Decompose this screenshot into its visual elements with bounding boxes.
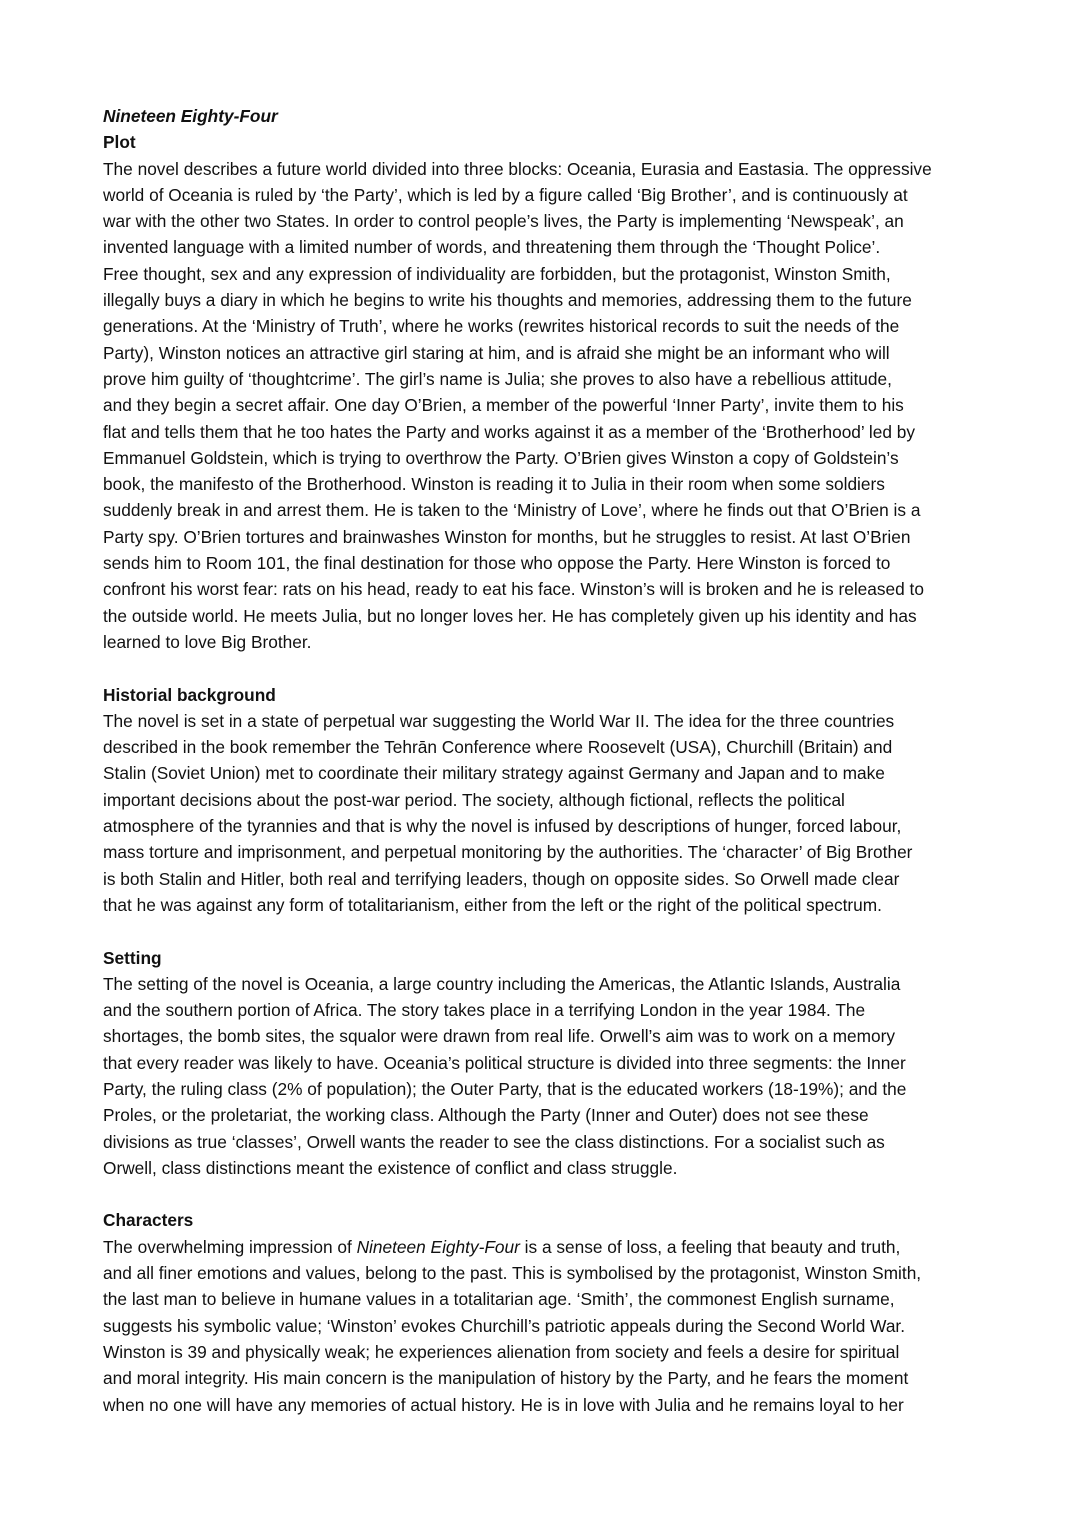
text-line: The setting of the novel is Oceania, a large country including the Americas, the Atlantic Islands, Australia bbox=[103, 973, 901, 994]
text-line: that every reader was likely to have. Oceania’s political structure is divided into three segments: the Inner bbox=[103, 1052, 906, 1073]
text-run: The overwhelming impression of bbox=[103, 1236, 357, 1257]
section-gap bbox=[103, 918, 983, 944]
text-line: flat and tells them that he too hates the Party and works against it as a member of the ‘Brotherhood’ led by bbox=[103, 421, 916, 442]
text-line: mass torture and imprisonment, and perpetual monitoring by the authorities. The ‘character’ of Big Brother bbox=[103, 842, 913, 863]
text-line: the outside world. He meets Julia, but no longer loves her. He has completely given up his identity and has bbox=[103, 605, 917, 626]
text-line: Stalin (Soviet Union) met to coordinate their military strategy against Germany and Japan and to make bbox=[103, 763, 885, 784]
section-characters bbox=[103, 1207, 983, 1417]
text-line bbox=[103, 1234, 983, 1260]
section-body bbox=[103, 1234, 983, 1418]
text-line: the last man to believe in humane values in a totalitarian age. ‘Smith’, the commonest English surname, bbox=[103, 1289, 895, 1310]
text-line: war with the other two States. In order to control people’s lives, the Party is implementing ‘Newspeak’, an bbox=[103, 211, 904, 232]
text-line: Party spy. O’Brien tortures and brainwashes Winston for months, but he struggles to resist. At last O’Brien bbox=[103, 526, 911, 547]
text-line: atmosphere of the tyrannies and that is why the novel is infused by descriptions of hunger, forced labour, bbox=[103, 816, 902, 837]
section-historical-background bbox=[103, 682, 983, 919]
text-line: The novel describes a future world divided into three blocks: Oceania, Eurasia and Eastasia. The oppressive bbox=[103, 158, 932, 179]
text-line: shortages, the bomb sites, the squalor were drawn from real life. Orwell’s aim was to work on a memory bbox=[103, 1026, 896, 1047]
section-gap bbox=[103, 655, 983, 681]
text-line: important decisions about the post-war period. The society, although fictional, reflects the political bbox=[103, 789, 845, 810]
text-line: and the southern portion of Africa. The story takes place in a terrifying London in the year 1984. The bbox=[103, 1000, 866, 1021]
document-title: Nineteen Eighty-Four bbox=[103, 106, 278, 126]
text-line: learned to love Big Brother. bbox=[103, 631, 312, 652]
section-heading: Historial background bbox=[103, 684, 276, 705]
section-heading: Plot bbox=[103, 132, 136, 153]
text-line: Party), Winston notices an attractive girl staring at him, and is afraid she might be an informant who will bbox=[103, 342, 890, 363]
text-line: that he was against any form of totalitarianism, either from the left or the right of the political spectrum. bbox=[103, 894, 882, 915]
text-line: suggests his symbolic value; ‘Winston’ evokes Churchill’s patriotic appeals during the Second World War. bbox=[103, 1315, 906, 1336]
text-line: when no one will have any memories of actual history. He is in love with Julia and he remains loyal to her bbox=[103, 1394, 904, 1415]
text-line: described in the book remember the Tehrān Conference where Roosevelt (USA), Churchill (Britain) and bbox=[103, 737, 893, 758]
section-body bbox=[103, 708, 983, 918]
text-line: world of Oceania is ruled by ‘the Party’, which is led by a figure called ‘Big Brother’, and is continuously at bbox=[103, 184, 908, 205]
section-body bbox=[103, 156, 983, 656]
text-line: The novel is set in a state of perpetual war suggesting the World War II. The idea for the three countries bbox=[103, 710, 895, 731]
text-line: sends him to Room 101, the final destination for those who oppose the Party. Here Winston is forced to bbox=[103, 553, 891, 574]
text-line: and moral integrity. His main concern is the manipulation of history by the Party, and he fears the moment bbox=[103, 1368, 909, 1389]
text-line: suddenly break in and arrest them. He is taken to the ‘Ministry of Love’, where he finds out that O’Brien is a bbox=[103, 500, 921, 521]
text-line: Emmanuel Goldstein, which is trying to overthrow the Party. O’Brien gives Winston a copy of Goldstein’s bbox=[103, 447, 899, 468]
text-line: Orwell, class distinctions meant the existence of conflict and class struggle. bbox=[103, 1157, 678, 1178]
text-run: is a sense of loss, a feeling that beauty and truth, bbox=[519, 1236, 901, 1257]
section-heading: Characters bbox=[103, 1210, 194, 1231]
text-line: and they begin a secret affair. One day O’Brien, a member of the powerful ‘Inner Party’, invite them to his bbox=[103, 395, 904, 416]
text-line: confront his worst fear: rats on his head, ready to eat his face. Winston’s will is broken and he is released to bbox=[103, 579, 924, 600]
text-line: illegally buys a diary in which he begins to write his thoughts and memories, addressing them to the future bbox=[103, 290, 912, 311]
text-line: generations. At the ‘Ministry of Truth’, where he works (rewrites historical records to suit the needs of the bbox=[103, 316, 900, 337]
text-line: Proles, or the proletariat, the working class. Although the Party (Inner and Outer) does not see these bbox=[103, 1105, 869, 1126]
text-line: Party, the ruling class (2% of population); the Outer Party, that is the educated workers (18-19%); and the bbox=[103, 1078, 907, 1099]
section-gap bbox=[103, 1181, 983, 1207]
text-line: and all finer emotions and values, belong to the past. This is symbolised by the protagonist, Winston Smith, bbox=[103, 1263, 922, 1284]
text-line: divisions as true ‘classes’, Orwell wants the reader to see the class distinctions. For a socialist such as bbox=[103, 1131, 885, 1152]
document-page bbox=[103, 103, 983, 1418]
text-line: Winston is 39 and physically weak; he experiences alienation from society and feels a desire for spiritual bbox=[103, 1341, 900, 1362]
section-heading: Setting bbox=[103, 947, 162, 968]
book-title-italic: Nineteen Eighty-Four bbox=[356, 1236, 520, 1257]
text-line: book, the manifesto of the Brotherhood. Winston is reading it to Julia in their room when some soldiers bbox=[103, 474, 885, 495]
section-plot bbox=[103, 129, 983, 655]
section-body bbox=[103, 971, 983, 1181]
section-setting bbox=[103, 945, 983, 1182]
text-line: is both Stalin and Hitler, both real and terrifying leaders, though on opposite sides. So Orwell made clear bbox=[103, 868, 900, 889]
text-line: invented language with a limited number of words, and threatening them through the ‘Thought Police’. bbox=[103, 237, 881, 258]
text-line: prove him guilty of ‘thoughtcrime’. The girl’s name is Julia; she proves to also have a rebellious attitude, bbox=[103, 368, 892, 389]
text-line: Free thought, sex and any expression of individuality are forbidden, but the protagonist, Winston Smith, bbox=[103, 263, 891, 284]
